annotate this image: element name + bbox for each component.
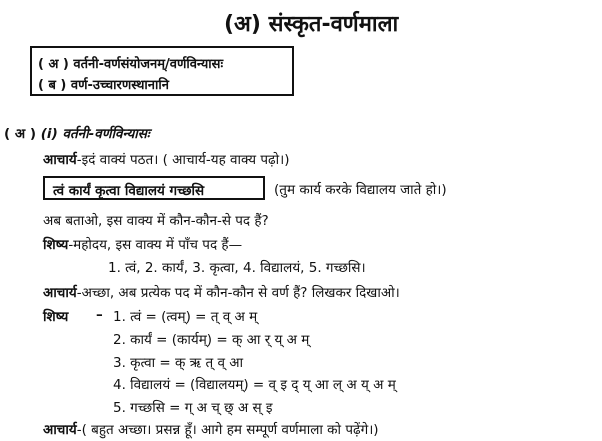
teacher-line-3 xyxy=(43,420,379,438)
topic-box xyxy=(30,46,294,96)
letter-breakdown-item: 3. कृत्वा = क् ऋ त् व् आ xyxy=(113,355,244,371)
teacher-line-1 xyxy=(43,150,290,168)
section-heading xyxy=(4,124,150,142)
student-label-2: शिष्य xyxy=(43,309,69,325)
letter-breakdown-item: 1. त्वं = (त्वम्) = त् व् अ म् xyxy=(113,309,258,325)
teacher-text: -अच्छा, अब प्रत्येक पद में कौन-कौन से वर्ण हैं? लिखकर दिखाओ। xyxy=(76,285,400,301)
sentence-translation: (तुम कार्य करके विद्यालय जाते हो।) xyxy=(274,182,447,198)
student-dash: – xyxy=(96,307,103,323)
teacher-speaker: आचार्य xyxy=(43,422,77,438)
letter-breakdown-item: 5. गच्छसि = ग् अ च् छ् अ स् इ xyxy=(113,400,273,416)
letter-breakdown-item: 2. कार्यं = (कार्यम्) = क् आ र् य् अ म् xyxy=(113,332,310,348)
teacher-text: -( बहुत अच्छा। प्रसन्न हूँ। आगे हम सम्पूर्ण वर्णमाला को पढ़ेंगे।) xyxy=(76,422,379,438)
sentence-text: त्वं कार्यं कृत्वा विद्यालयं गच्छसि xyxy=(53,183,205,199)
teacher-speaker: आचार्य xyxy=(43,152,77,168)
section-roman: (i) xyxy=(40,126,58,142)
sentence-box xyxy=(43,176,265,200)
teacher-text: -इदं वाक्यं पठत। ( आचार्य-यह वाक्य पढ़ो।) xyxy=(76,152,290,168)
section-prefix: ( अ ) xyxy=(4,126,37,142)
page-title: (अ) संस्कृत-वर्णमाला xyxy=(224,12,399,37)
student-line-1 xyxy=(43,235,242,253)
teacher-line-2 xyxy=(43,283,400,301)
topic-box-line-1: ( अ ) वर्तनी-वर्णसंयोजनम्/वर्णविन्यासः xyxy=(38,57,224,72)
student-speaker: शिष्य xyxy=(43,237,69,253)
letter-breakdown-item: 4. विद्यालयं = (विद्यालयम्) = व् इ द् य् आ ल् अ य् अ म् xyxy=(113,377,396,393)
question-line: अब बताओ, इस वाक्य में कौन-कौन-से पद हैं? xyxy=(43,213,269,229)
student-text: -महोदय, इस वाक्य में पाँच पद हैं— xyxy=(68,237,243,253)
word-list: 1. त्वं, 2. कार्यं, 3. कृत्वा, 4. विद्यालयं, 5. गच्छसि। xyxy=(108,260,366,276)
section-title: वर्तनी-वर्णविन्यासः xyxy=(62,126,150,142)
teacher-speaker: आचार्य xyxy=(43,285,77,301)
topic-box-line-2: ( ब ) वर्ण-उच्चारणस्थानानि xyxy=(38,78,169,93)
